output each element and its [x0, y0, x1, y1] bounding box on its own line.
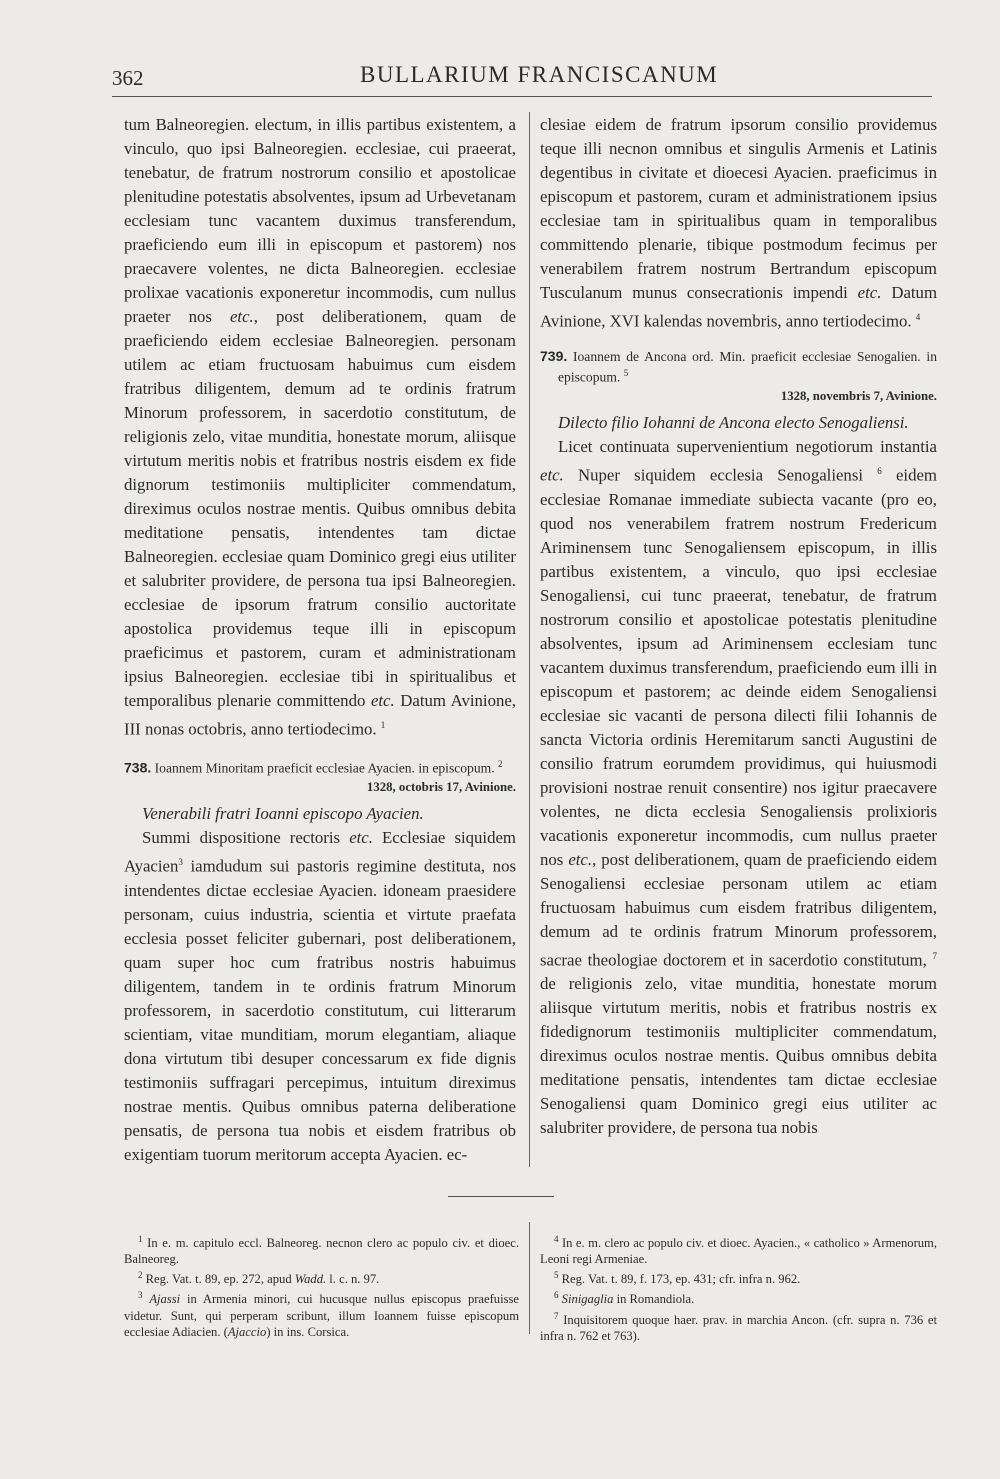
- footnote-rule: [448, 1196, 554, 1197]
- document-number: 738.: [124, 759, 152, 776]
- document-date: 1328, octobris 17, Avinione.: [366, 780, 516, 795]
- footnote-ref: 3: [178, 857, 183, 868]
- document-date: 1328, novembris 7, Avinione.: [780, 389, 937, 404]
- regest-738: 738. Ioannem Minoritam praeficit ecclesiae Ayacien. in episcopum. $^2$: [124, 758, 503, 776]
- footnote-5: $^5$ Reg. Vat. t. 89, f. 173, ep. 431; cfr. infra n. 962.: [554, 1270, 801, 1287]
- footnote-ref: 2: [498, 758, 503, 769]
- footnote-ref: 6: [877, 466, 882, 477]
- left-paragraph-1: tum Balneoregien. electum, in illis partibus existentem, a vinculo, quo ipsi Balneoregien. ecclesiae, cui praeerat, tenebatur, de fratrum nostrorum consilio et apostolicae plenitudine potestatis absolventes, ipsum ad Urbevetanam ecclesiam tunc vacantem duximus transferendum, praeficiendo eum illi in episcopum et pastorem) nos praecavere volentes, ne dicta Balneoregien. ecclesiae prolixae vacationis exponeretur incommodis, cum nullus praeter nos etc., post deliberationem, quam de praeficiendo eidem ecclesiae Balneoregien. personam utilem ac etiam fructuosam habuimus cum eisdem fratribus diligentem, demum ad te ordinis fratrum Minorum professorem, in sacerdotio constitutum, de religionis zelo, vitae munditia, honestate morum, aliisque virtutum meritis nobis et fratribus nostris eisdem ex fide dignorum testimoniis multipliciter commendatum, direximus oculos nostrae mentis. Quibus omnibus debita meditatione pensatis, intendentes tam dictae Balneoregien. ecclesiae quam Dominico gregi eius utiliter et salubriter providere, de persona tua ipsi Balneoregien. ecclesiae de ipsorum fratrum consilio auctoritate apostolica providemus teque illi in episcopum praeficimus et pastorem, curam et administrationam ipsius Balneoregien. ecclesiae tibi in spiritualibus et temporalibus plenarie committendo etc. Datum Avinione, III nonas octobris, anno tertiodecimo. $^1$: [124, 115, 516, 739]
- footnote-7: $^7$ Inquisitorem quoque haer. prav. in marchia Ancon. (cfr. supra n. 736 et infra n. 762 et 763).: [540, 1310, 937, 1343]
- left-paragraph-2: Summi dispositione rectoris etc. Ecclesiae siquidem Ayacien$^3$ iamdudum sui pastoris regimine destituta, nos intendentes dictae ecclesiae Ayacien. idoneam praesidere personam, cuius industria, scientia et virtute praefata ecclesia posset feliciter gubernari, post deliberationem, quam super hoc cum fratribus nostris habuimus diligentem, tandem in te ordinis fratrum Minorum professorem, in sacerdotio constitutum, cui litterarum scientiam, vitae munditiam, morum elegantiam, aliaque dona virtutum tibi desuper concessarum ex fide dignis testimoniis suffragari percepimus, intuitum direximus nostrae mentis. Quibus omnibus paterna deliberatione pensatis, de persona tua nobis et eisdem fratribus ob exigentiam tuorum meritorum accepta Ayacien. ec-: [124, 828, 516, 1164]
- left-column: [124, 113, 516, 1167]
- footnote-ref: 7: [932, 950, 937, 961]
- document-number: 739.: [540, 347, 568, 364]
- regest-739: 739. Ioannem de Ancona ord. Min. praeficit ecclesiae Senogalien. in episcopum. $^5$: [540, 347, 937, 385]
- footnote-ref: 1: [380, 720, 386, 730]
- footnote-4: $^4$ In e. m. clero ac populo civ. et dioec. Ayacien., « catholico » Armenorum, Leoni regi Armeniae.: [540, 1234, 937, 1267]
- footnote-1: $^1$ In e. m. capitulo eccl. Balneoreg. necnon clero ac populo civ. et dioec. Balneoreg.: [124, 1234, 519, 1267]
- salutation: Venerabili fratri Ioanni episcopo Ayacien.: [142, 804, 424, 824]
- right-paragraph-1: clesiae eidem de fratrum ipsorum consilio providemus teque illi necnon omnibus et singulis Armenis et Latinis degentibus in civitate et dioecesi Ayacien. praeficimus in episcopum et pastorem, curam et administrationem ipsius ecclesiae tam in spiritualibus quam in temporalibus committendo plenarie, tibique postmodum fecimus per venerabilem fratrem nostrum Bertrandum episcopum Tusculanum munus consecrationis impendi etc. Datum Avinione, XVI kalendas novembris, anno tertiodecimo. $^4$: [540, 115, 937, 331]
- footnotes-right: [540, 1231, 937, 1344]
- footnote-6: $^6$ Sinigaglia in Romandiola.: [554, 1290, 695, 1307]
- footnote-3: $^3$ Ajassi in Armenia minori, cui hucusque nullus episcopus praefuisse videtur. Sunt, qui perperam scribunt, illum Ioannem fuisse episcopum ecclesiae Adiacien. (Ajaccio) in ins. Corsica.: [124, 1290, 519, 1339]
- header-rule: [112, 96, 932, 97]
- salutation: Dilecto filio Iohanni de Ancona electo Senogaliensi.: [558, 413, 909, 433]
- running-title: BULLARIUM FRANCISCANUM: [360, 62, 719, 87]
- footnote-2: $^2$ Reg. Vat. t. 89, ep. 272, apud Wadd. l. c. n. 97.: [138, 1270, 380, 1287]
- footnote-divider: [529, 1222, 530, 1334]
- footnote-ref: 4: [915, 312, 921, 322]
- page-number: 362: [112, 66, 144, 90]
- right-column: [540, 113, 937, 1140]
- right-paragraph-2: Licet continuata supervenientium negotiorum instantia etc. Nuper siquidem ecclesia Senogaliensi $^6$ eidem ecclesiae Romanae immediate subiecta vacante (pro eo, quod nos venerabilem fratrem nostrum Fredericum Ariminensem tunc Senogaliensem episcopum, in illis partibus existentem, a vinculo, quo ipsi ecclesiae Senogaliensi, cui tunc praeerat, tenebatur, de fratrum nostrorum consilio et apostolicae potestatis plenitudine absolventes, ipsum ad Ariminensem ecclesiam tunc vacantem duximus transferendum, praeficiendo eum illi in episcopum et pastorem; ac deinde eidem Senogaliensi ecclesiae sic vacanti de persona dilecti filii Iohannis de sancta Victoria ordinis Heremitarum sancti Augustini de consilio fratrum eorumdem providimus, qui huiusmodi provisioni nostrae renuit consentire) nos igitur praecavere volentes, ne dicta ecclesia Senogaliensis prolixioris vacationis exponeretur incommodis, cum nullus praeter nos etc., post deliberationem, quam de praeficiendo eidem Senogaliensi ecclesiae personam utilem ac etiam fructuosam habuimus cum eisdem fratribus diligentem, demum ad te ordinis fratrum Minorum professorem, sacrae theologiae doctorem et in sacerdotio constitutum, $^7$ de religionis zelo, vitae munditia, honestate morum aliisque virtutum meritis, nobis et fratribus nostris ex fidedignorum testimoniis multipliciter commendatum, direximus oculos nostrae mentis. Quibus omnibus debita meditatione pensatis, intendentes tam dictae ecclesiae Senogaliensi quam Dominico gregi eius utiliter ac salubriter providere, de persona tua nobis: [540, 437, 937, 1138]
- footnote-ref: 5: [623, 367, 629, 378]
- column-divider: [529, 112, 530, 1167]
- footnotes-left: [124, 1231, 519, 1340]
